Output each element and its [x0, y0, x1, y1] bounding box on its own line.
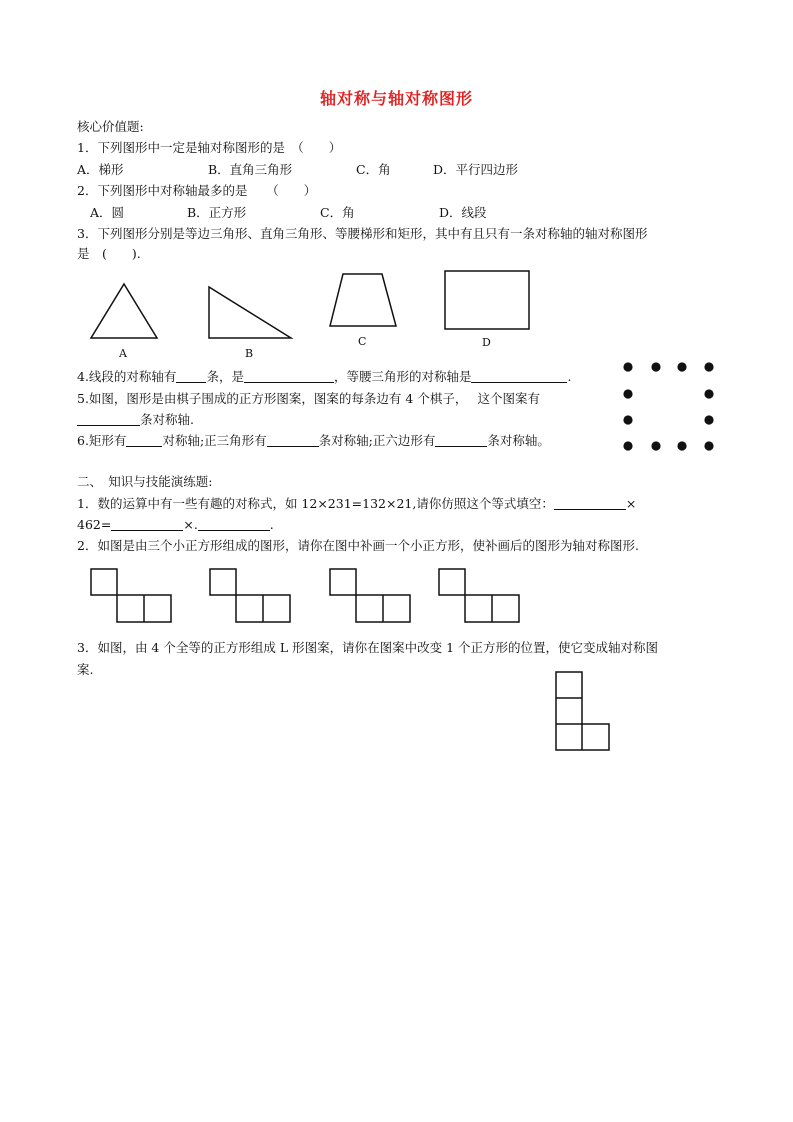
- rectangle-shape: [445, 271, 529, 329]
- q3-stem-line2: 是 ( ).: [77, 246, 141, 261]
- q4-text: 4.线段的对称轴有 条，是 ，等腰三角形的对称轴是 .: [77, 369, 572, 384]
- grid-squares: [439, 569, 519, 622]
- q1-option-c: C．角: [356, 162, 391, 177]
- s2-q3-line2: 案.: [77, 662, 94, 677]
- s2-q1-line2: 462= ×. .: [77, 517, 274, 532]
- l-shape-figure: [553, 670, 615, 756]
- s2-q1-blank-2[interactable]: [111, 518, 183, 531]
- q2-option-c: C．角: [320, 205, 355, 220]
- grid-figure-2: [209, 568, 293, 626]
- figure-right-triangle: [205, 284, 300, 360]
- grid-squares: [210, 569, 290, 622]
- q5-blank[interactable]: [77, 413, 140, 426]
- q2-option-b: B．正方形: [187, 205, 247, 220]
- chess-piece: [651, 362, 660, 371]
- s2-q1-line1: 1．数的运算中有一些有趣的对称式，如 12×231=132×21,请你仿照这个等式填空： ×: [77, 496, 637, 511]
- chess-piece: [704, 362, 713, 371]
- q2-stem: 2．下列图形中对称轴最多的是 （ ）: [77, 183, 317, 198]
- q5-line1: 5.如图，图形是由棋子围成的正方形图案，图案的每条边有 4 个棋子， 这个图案有: [77, 391, 541, 406]
- chess-piece: [677, 362, 686, 371]
- q4-blank-axis[interactable]: [244, 370, 334, 383]
- grid-figure-3: [329, 568, 413, 626]
- chess-piece: [677, 441, 686, 450]
- s2-q3-line1: 3．如图，由 4 个全等的正方形组成 L 形图案，请你在图案中改变 1 个正方形的位置，使它变成轴对称图: [77, 640, 659, 655]
- figure-rectangle: [440, 266, 536, 350]
- chess-piece: [651, 441, 660, 450]
- chess-piece: [623, 362, 632, 371]
- s2-q1-blank-1[interactable]: [554, 497, 626, 510]
- q2-option-d: D．线段: [439, 205, 487, 220]
- trapezoid-shape: [330, 274, 396, 326]
- q4-blank-isosceles[interactable]: [471, 370, 567, 383]
- s2-q1-blank-3[interactable]: [198, 518, 270, 531]
- figure-label-a: A: [119, 347, 127, 360]
- s2-q2-stem: 2．如图是由三个小正方形组成的图形，请你在图中补画一个小正方形，使补画后的图形为轴对称图形.: [77, 538, 639, 553]
- triangle-shape: [91, 284, 157, 338]
- section-heading-skills: 二、 知识与技能演练题:: [77, 474, 213, 489]
- figure-label-d: D: [482, 336, 491, 349]
- figure-equilateral-triangle: [85, 280, 165, 360]
- figure-label-c: C: [358, 335, 367, 348]
- figure-label-b: B: [245, 347, 254, 360]
- chess-piece: [623, 441, 632, 450]
- q5-line2: 条对称轴.: [77, 412, 194, 428]
- chess-piece: [704, 441, 713, 450]
- q1-stem: 1．下列图形中一定是轴对称图形的是 （ ）: [77, 140, 342, 155]
- chess-piece: [623, 415, 632, 424]
- q6-blank-hexagon[interactable]: [435, 434, 487, 447]
- q6-blank-rectangle[interactable]: [126, 434, 162, 447]
- q1-option-b: B．直角三角形: [208, 162, 293, 177]
- grid-squares: [91, 569, 171, 622]
- q6-text: 6.矩形有 对称轴;正三角形有 条对称轴;正六边形有 条对称轴。: [77, 433, 550, 448]
- chess-piece: [704, 415, 713, 424]
- q1-option-d: D．平行四边形: [433, 162, 519, 177]
- chess-piece-square-pattern: [618, 358, 718, 454]
- l-shape-squares: [556, 672, 609, 750]
- section-heading-core: 核心价值题:: [77, 119, 144, 134]
- figure-isosceles-trapezoid: [326, 270, 406, 350]
- q4-blank-count[interactable]: [176, 370, 206, 383]
- grid-figure-1: [90, 568, 174, 626]
- right-triangle-shape: [209, 287, 291, 338]
- chess-piece: [704, 389, 713, 398]
- q2-option-a: A．圆: [90, 205, 125, 220]
- q6-blank-triangle[interactable]: [267, 434, 319, 447]
- grid-squares: [330, 569, 410, 622]
- grid-figure-4: [438, 568, 522, 626]
- chess-piece: [623, 389, 632, 398]
- q3-stem-line1: 3．下列图形分别是等边三角形、直角三角形、等腰梯形和矩形，其中有且只有一条对称轴的轴对称图形: [77, 226, 648, 241]
- page-title: 轴对称与轴对称图形: [319, 89, 473, 108]
- q1-option-a: A．梯形: [77, 162, 124, 177]
